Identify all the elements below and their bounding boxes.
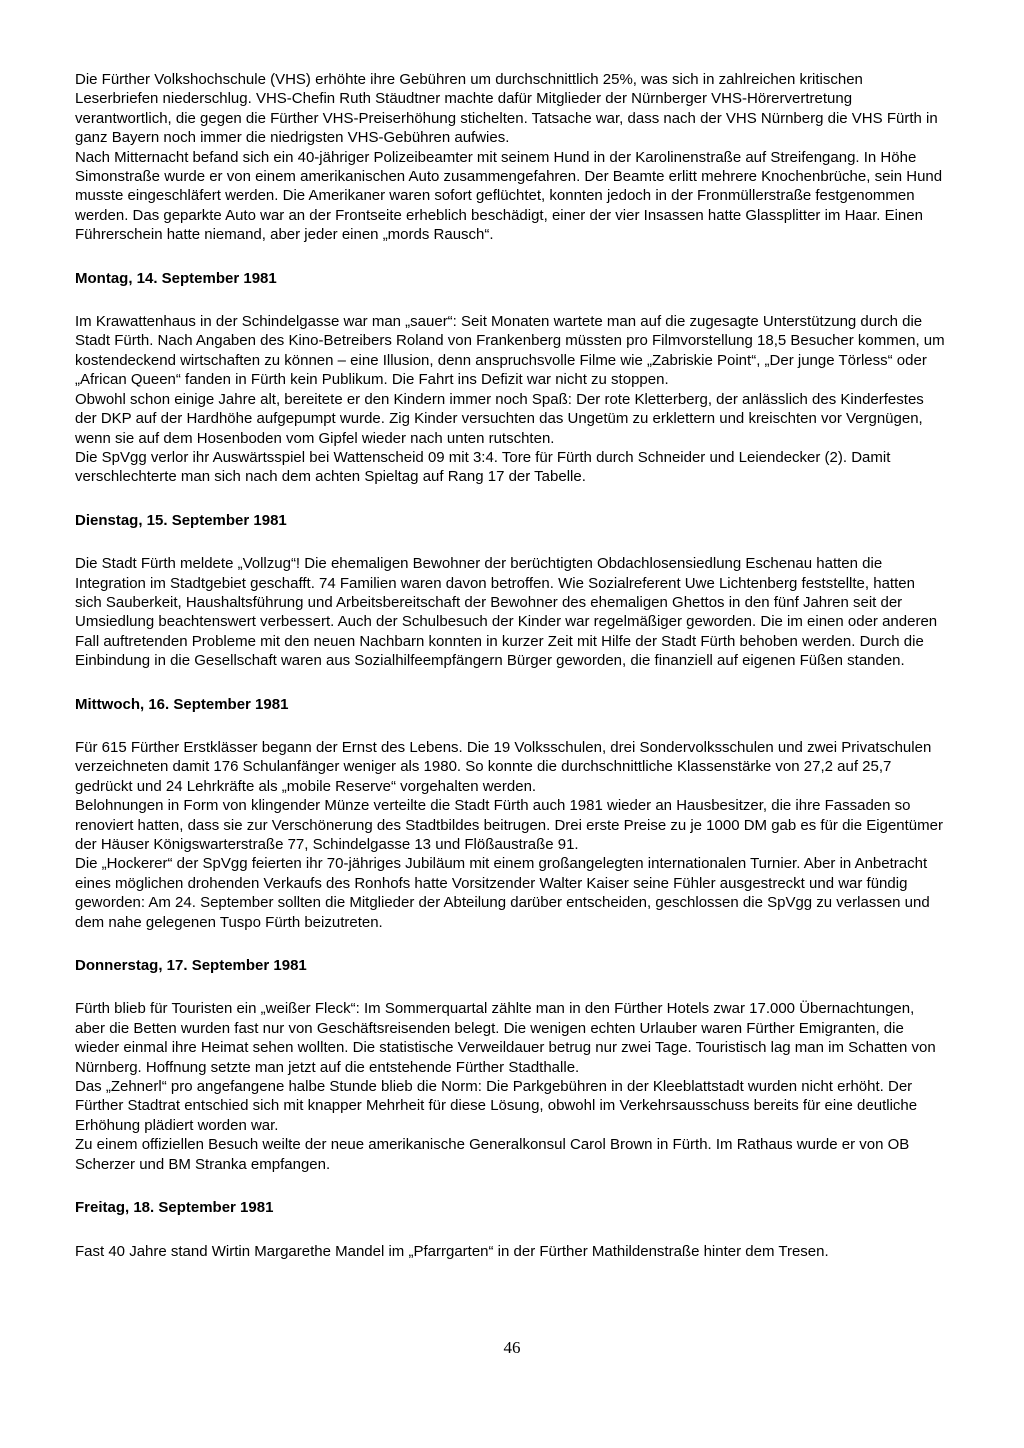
paragraph: Die Stadt Fürth meldete „Vollzug“! Die ehemaligen Bewohner der berüchtigten Obdachlosensiedlung Eschenau hatten die Integration im Stadtgebiet geschafft. 74 Familien waren davon betroffen. Wie Sozialreferent Uwe Lichtenberg feststellte, hatten sich Sauberkeit, Haushaltsführung und Arbeitsbereitschaft der Bewohner des ehemaligen Ghettos in den fünf Jahren seit der Umsiedlung beachtenswert verbessert. Auch der Schulbesuch der Kinder war regelmäßiger geworden. Die im einen oder anderen Fall auftretenden Probleme mit den neuen Nachbarn konnten in kurzer Zeit mit Hilfe der Stadt Fürth behoben werden. Durch die Einbindung in die Gesellschaft waren aus Sozialhilfeempfängern Bürger geworden, die finanziell auf eigenen Füßen standen. — [75, 555, 938, 670]
section-heading: Mittwoch, 16. September 1981 — [75, 695, 289, 713]
page-number: 46 — [503, 1338, 521, 1357]
paragraph: Nach Mitternacht befand sich ein 40-jähriger Polizeibeamter mit seinem Hund in der Karolinenstraße auf Streifengang. In Höhe Simonstraße wurde er von einem amerikanischen Auto zusammengefahren. Der Beamte erlitt mehrere Knochenbrüche, sein Hund musste eingeschläfert werden. Die Amerikaner waren sofort geflüchtet, konnten jedoch in der Fronmüllerstraße festgenommen werden. Das geparkte Auto war an der Frontseite erheblich beschädigt, einer der vier Insassen hatte Glassplitter im Haar. Einen Führerschein hatte niemand, aber jeder einen „mords Rausch“. — [75, 148, 943, 244]
paragraph: Im Krawattenhaus in der Schindelgasse war man „sauer“: Seit Monaten wartete man auf die zugesagte Unterstützung durch die Stadt Fürth. Nach Angaben des Kino-Betreibers Roland von Frankenberg müssten pro Filmvorstellung 18,5 Besucher kommen, um kostendeckend wirtschaften zu können – eine Illusion, denn anspruchsvolle Filme wie „Zabriskie Point“, „Der junge Törless“ oder „African Queen“ fanden in Fürth kein Publikum. Die Fahrt ins Defizit war nicht zu stoppen. — [75, 313, 945, 389]
section-heading: Freitag, 18. September 1981 — [75, 1199, 274, 1217]
section-heading: Donnerstag, 17. September 1981 — [75, 957, 307, 975]
paragraph: Die Fürther Volkshochschule (VHS) erhöhte ihre Gebühren um durchschnittlich 25%, was sich in zahlreichen kritischen Leserbriefen niederschlug. VHS-Chefin Ruth Stäudtner machte dafür Mitglieder der Nürnberger VHS-Hörervertretung verantwortlich, die gegen die Fürther VHS-Preiserhöhung stichelten. Tatsache war, dass nach der VHS Nürnberg die VHS Fürth in ganz Bayern noch immer die niedrigsten VHS-Gebühren aufwies. — [75, 71, 938, 147]
paragraph: Zu einem offiziellen Besuch weilte der neue amerikanische Generalkonsul Carol Brown in Fürth. Im Rathaus wurde er von OB Scherzer und BM Stranka empfangen. — [75, 1136, 910, 1173]
paragraph: Belohnungen in Form von klingender Münze verteilte die Stadt Fürth auch 1981 wieder an Hausbesitzer, die ihre Fassaden so renoviert hatten, dass sie zur Verschönerung des Stadtbildes beitrugen. Drei erste Preise zu je 1000 DM gab es für die Eigentümer der Häuser Königswarterstraße 77, Schindelgasse 13 und Flößaustraße 91. — [75, 797, 943, 853]
paragraph: Das „Zehnerl“ pro angefangene halbe Stunde blieb die Norm: Die Parkgebühren in der Kleeblattstadt wurden nicht erhöht. Der Fürther Stadtrat entschied sich mit knapper Mehrheit für diese Lösung, obwohl im Verkehrsausschuss bereits für eine deutliche Erhöhung plädiert worden war. — [75, 1078, 918, 1134]
paragraph: Die SpVgg verlor ihr Auswärtsspiel bei Wattenscheid 09 mit 3:4. Tore für Fürth durch Schneider und Leiendecker (2). Damit verschlechterte man sich nach dem achten Spieltag auf Rang 17 der Tabelle. — [75, 448, 891, 486]
paragraph: Obwohl schon einige Jahre alt, bereitete er den Kindern immer noch Spaß: Der rote Kletterberg, der anlässlich des Kinderfestes der DKP auf der Hardhöhe aufgepumpt wurde. Zig Kinder versuchten das Ungetüm zu erklettern und kreischten vor Vergnügen, wenn sie auf dem Hosenboden vom Gipfel wieder nach unten rutschten. — [75, 390, 924, 447]
document-content — [75, 70, 945, 1261]
paragraph: Für 615 Fürther Erstklässer begann der Ernst des Lebens. Die 19 Volksschulen, drei Sondervolksschulen und zwei Privatschulen verzeichneten damit 176 Schulanfänger weniger als 1980. So konnte die durchschnittliche Klassenstärke von 27,2 auf 25,7 gedrückt und 24 Lehrkräfte als „mobile Reserve“ vorgehalten werden. — [75, 738, 932, 795]
section-heading: Montag, 14. September 1981 — [75, 269, 277, 287]
paragraph: Fürth blieb für Touristen ein „weißer Fleck“: Im Sommerquartal zählte man in den Fürther Hotels zwar 17.000 Übernachtungen, aber die Betten wurden fast nur von Geschäftsreisenden belegt. Die wenigen echten Urlauber waren Fürther Emigranten, die wieder einmal ihre Heimat sehen wollten. Die statistische Verweildauer betrug nur zwei Tage. Touristisch lag man im Schatten von Nürnberg. Hoffnung setzte man jetzt auf die entstehende Fürther Stadthalle. — [75, 1000, 936, 1076]
section-heading: Dienstag, 15. September 1981 — [75, 511, 287, 529]
paragraph: Fast 40 Jahre stand Wirtin Margarethe Mandel im „Pfarrgarten“ in der Fürther Mathildenstraße hinter dem Tresen. — [75, 1242, 829, 1260]
paragraph: Die „Hockerer“ der SpVgg feierten ihr 70-jähriges Jubiläum mit einem großangelegten internationalen Turnier. Aber in Anbetracht eines möglichen drohenden Verkaufs des Ronhofs hatte Vorsitzender Walter Kaiser seine Fühler ausgestreckt und war fündig geworden: Am 24. September sollten die Mitglieder der Abteilung darüber entscheiden, geschlossen die SpVgg zu verlassen und dem nahe gelegenen Tuspo Fürth beizutreten. — [75, 855, 930, 931]
